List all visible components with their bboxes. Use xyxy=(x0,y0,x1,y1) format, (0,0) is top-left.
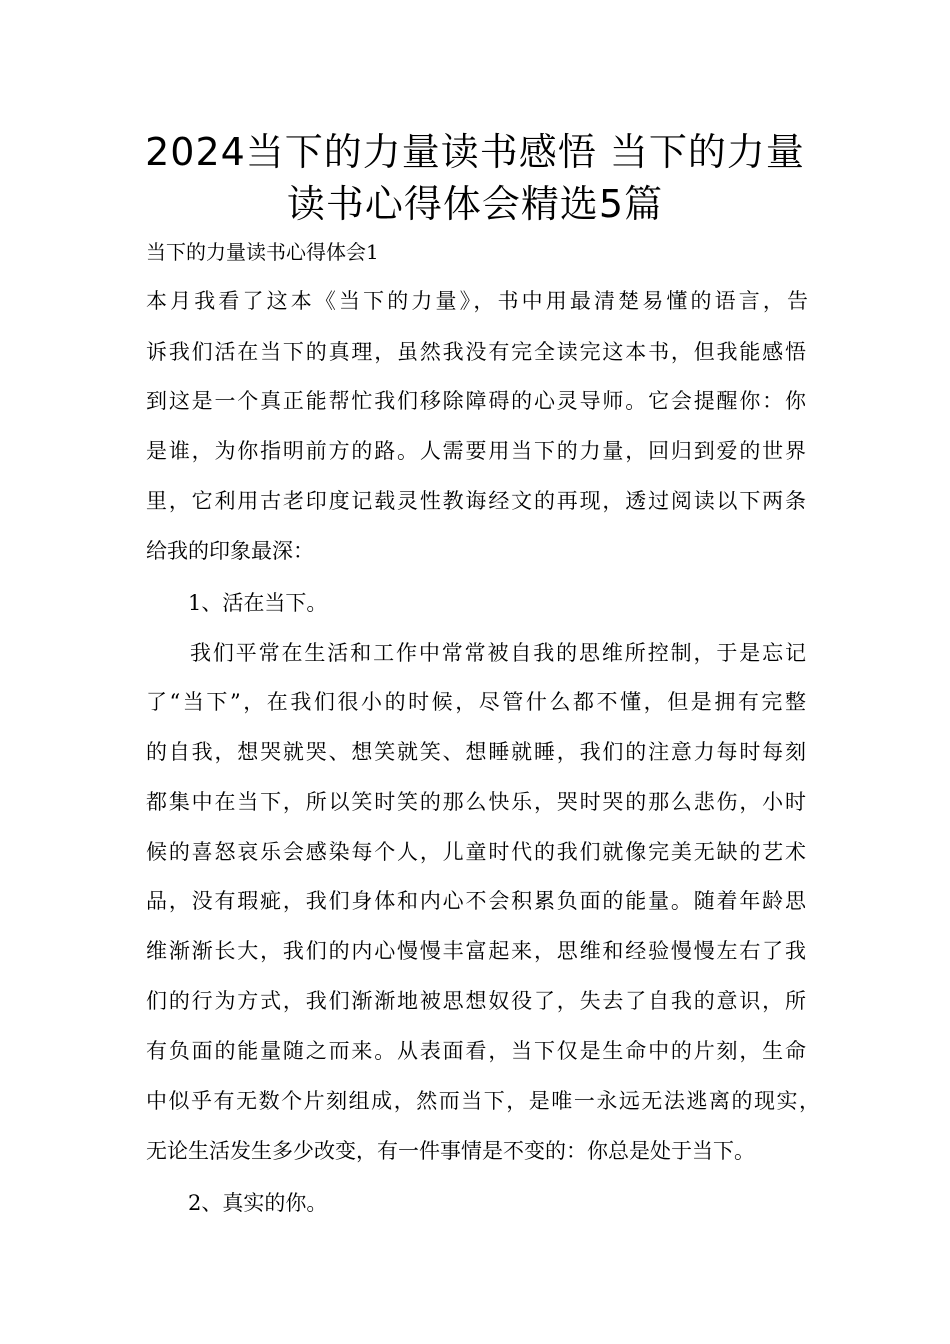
paragraph-2-line: 都集中在当下，所以笑时笑的那么快乐，哭时哭的那么悲伤，小时 xyxy=(146,790,806,814)
paragraph-2-line: 们的行为方式，我们渐渐地被思想奴役了，失去了自我的意识，所 xyxy=(146,989,806,1013)
paragraph-1-line: 本月我看了这本《当下的力量》，书中用最清楚易懂的语言，告 xyxy=(146,289,808,313)
paragraph-1-line: 给我的印象最深： xyxy=(146,539,314,563)
paragraph-2-line: 的自我，想哭就哭、想笑就笑、想睡就睡，我们的注意力每时每刻 xyxy=(146,740,806,764)
paragraph-2-line: 中似乎有无数个片刻组成，然而当下，是唯一永远无法逃离的现实， xyxy=(146,1089,820,1113)
document-title-line-2: 读书心得体会精选5篇 xyxy=(286,182,664,226)
list-item-heading: 1、活在当下。 xyxy=(188,591,328,615)
paragraph-2-line: 我们平常在生活和工作中常常被自我的思维所控制，于是忘记 xyxy=(190,641,806,665)
paragraph-1-line: 是谁，为你指明前方的路。人需要用当下的力量，回归到爱的世界 xyxy=(146,439,806,463)
paragraph-2-line: 无论生活发生多少改变，有一件事情是不变的：你总是处于当下。 xyxy=(146,1139,755,1163)
paragraph-2-line: 品，没有瑕疵，我们身体和内心不会积累负面的能量。随着年龄思 xyxy=(146,889,806,913)
paragraph-1-line: 里，它利用古老印度记载灵性教诲经文的再现，透过阅读以下两条 xyxy=(146,489,806,513)
paragraph-2-line: 有负面的能量随之而来。从表面看，当下仅是生命中的片刻，生命 xyxy=(146,1039,806,1063)
paragraph-1-line: 诉我们活在当下的真理，虽然我没有完全读完这本书，但我能感悟 xyxy=(146,340,806,364)
paragraph-2-line: 维渐渐长大，我们的内心慢慢丰富起来，思维和经验慢慢左右了我 xyxy=(146,939,806,963)
list-item-heading: 2、真实的你。 xyxy=(188,1191,328,1215)
paragraph-2-line: 了“当下”，在我们很小的时候，尽管什么都不懂，但是拥有完整 xyxy=(146,690,806,714)
paragraph-2-line: 候的喜怒哀乐会感染每个人，儿童时代的我们就像完美无缺的艺术 xyxy=(146,840,806,864)
paragraph-1-line: 到这是一个真正能帮忙我们移除障碍的心灵导师。它会提醒你：你 xyxy=(146,389,806,413)
section-heading: 当下的力量读书心得体会1 xyxy=(146,240,379,264)
document-title-line-1: 2024当下的力量读书感悟 当下的力量 xyxy=(145,130,805,174)
